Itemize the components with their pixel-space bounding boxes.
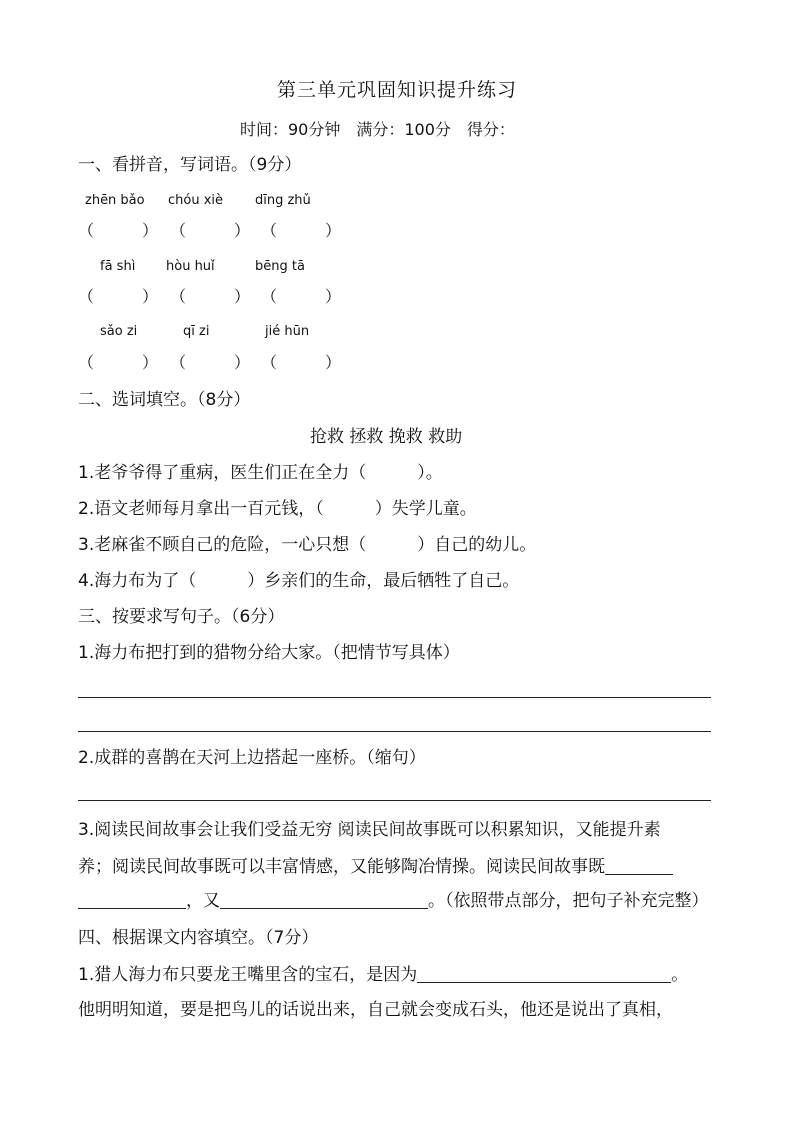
question-text: 2.成群的喜鹊在天河上边搭起一座桥。（缩句） — [78, 748, 426, 768]
answer-blank[interactable]: （ ） — [78, 353, 159, 372]
pinyin-word: hòu huǐ — [166, 259, 215, 274]
question-text-line — [78, 890, 709, 911]
question-text: 1.海力布把打到的猎物分给大家。（把情节写具体） — [78, 643, 460, 663]
answer-blank[interactable]: （ ） — [170, 287, 251, 306]
pinyin-word: zhēn bǎo — [85, 193, 145, 208]
pinyin-word: bēng tā — [255, 259, 305, 274]
question-text: 1.猎人海力布只要龙王嘴里含的宝石，是因为 — [78, 965, 418, 985]
section-4-heading: 四、根据课文内容填空。（7分） — [78, 928, 319, 948]
pinyin-word: sǎo zi — [100, 324, 138, 339]
question-text: 他明明知道，要是把鸟儿的话说出来，自己就会变成石头，他还是说出了真相， — [78, 1000, 673, 1020]
fill-item[interactable]: 1.老爷爷得了重病，医生们正在全力（ ）。 — [78, 463, 443, 483]
answer-blank[interactable]: （ ） — [78, 221, 159, 240]
question-text: 。 — [671, 965, 689, 985]
answer-blank[interactable]: （ ） — [170, 221, 251, 240]
fill-item[interactable]: 2.语文老师每月拿出一百元钱，（ ）失学儿童。 — [78, 499, 477, 519]
question-text-line — [78, 856, 673, 877]
question-text-line — [78, 964, 688, 985]
answer-line[interactable] — [78, 697, 711, 698]
answer-blank[interactable]: （ ） — [170, 353, 251, 372]
question-text: 养；阅读民间故事既可以丰富情感，又能够陶冶情操。阅读民间故事既 — [78, 857, 605, 877]
section-3-heading: 三、按要求写句子。（6分） — [78, 607, 285, 627]
question-text: ，又 — [186, 891, 220, 911]
pinyin-word: qī zi — [183, 324, 210, 339]
section-1-heading: 一、看拼音，写词语。（9分） — [78, 155, 302, 175]
pinyin-word: jié hūn — [265, 324, 310, 339]
fill-item[interactable]: 3.老麻雀不顾自己的危险，一心只想（ ）自己的幼儿。 — [78, 535, 537, 555]
section-2-heading: 二、选词填空。（8分） — [78, 390, 251, 410]
answer-blank-line[interactable] — [78, 890, 186, 909]
question-text: 3.阅读民间故事会让我们受益无穷 阅读民间故事既可以积累知识，又能提升素 — [78, 820, 661, 840]
fill-item[interactable]: 4.海力布为了（ ）乡亲们的生命，最后牺牲了自己。 — [78, 571, 520, 591]
answer-blank[interactable]: （ ） — [261, 287, 342, 306]
word-bank: 抢救 拯救 挽救 救助 — [310, 427, 463, 447]
pinyin-word: fā shì — [100, 259, 136, 274]
answer-blank-line[interactable] — [417, 964, 671, 983]
answer-blank[interactable]: （ ） — [261, 221, 342, 240]
exam-meta: 时间：90分钟 满分：100分 得分： — [240, 120, 515, 139]
page-title: 第三单元巩固知识提升练习 — [276, 79, 517, 101]
answer-blank-line[interactable] — [605, 856, 673, 875]
question-text: 。（依照带点部分，把句子补充完整） — [428, 891, 709, 911]
answer-line[interactable] — [78, 731, 711, 732]
pinyin-word: dīng zhǔ — [255, 193, 311, 208]
answer-blank-line[interactable] — [220, 890, 428, 909]
answer-blank[interactable]: （ ） — [78, 287, 159, 306]
answer-blank[interactable]: （ ） — [261, 353, 342, 372]
answer-line[interactable] — [78, 800, 711, 801]
pinyin-word: chóu xiè — [168, 193, 224, 208]
